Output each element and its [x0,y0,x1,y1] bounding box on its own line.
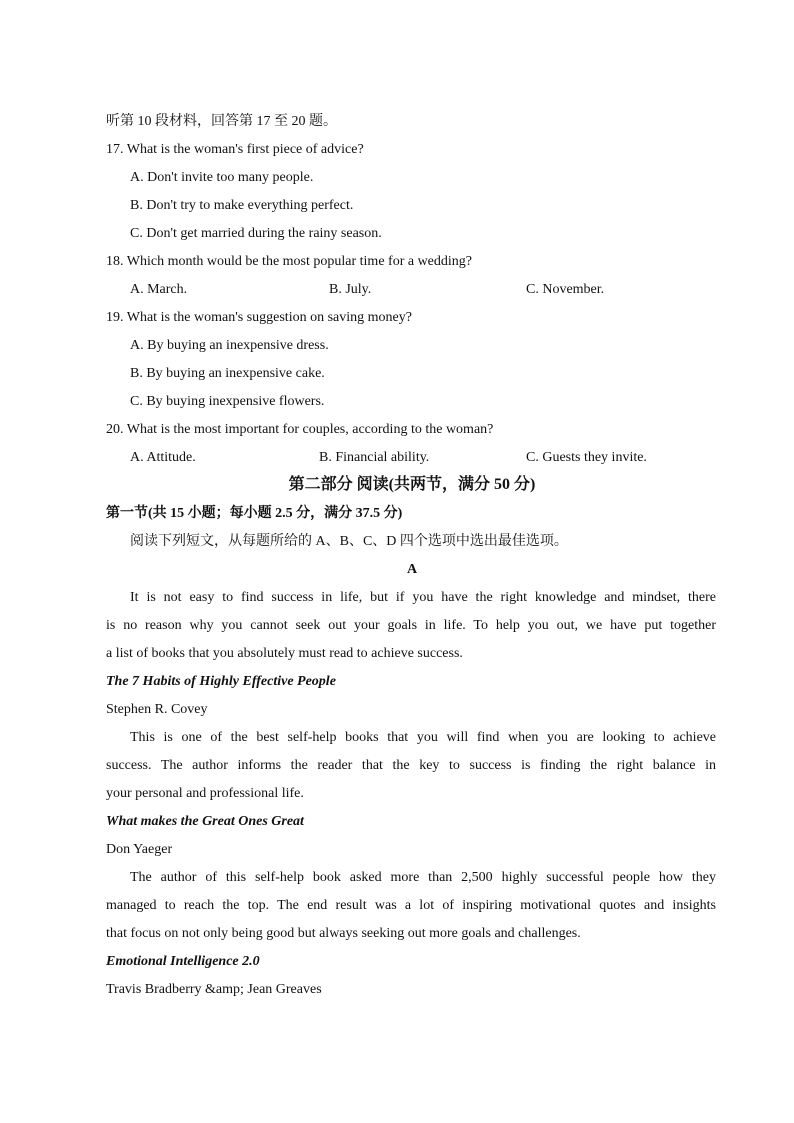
book-description-line: success. The author informs the reader that the key to success is finding the right balance in [106,758,716,773]
question-18-option-c: C. November. [526,282,605,297]
question-17-option-b: B. Don't try to make everything perfect. [130,198,354,213]
passage-label: A [406,562,418,577]
book-author: Don Yaeger [106,842,173,857]
question-19-option-b: B. By buying an inexpensive cake. [130,366,325,381]
question-19-stem: 19. What is the woman's suggestion on saving money? [106,310,412,325]
book-title: Emotional Intelligence 2.0 [106,954,260,969]
book-title: What makes the Great Ones Great [106,814,304,829]
part-title: 第二部分 阅读(共两节，满分 50 分) [288,476,536,493]
passage-intro-line: a list of books that you absolutely must read to achieve success. [106,646,463,661]
book-description-line: your personal and professional life. [106,786,304,801]
question-18-stem: 18. Which month would be the most popular time for a wedding? [106,254,473,269]
question-20-option-b: B. Financial ability. [319,450,430,465]
question-17-option-c: C. Don't get married during the rainy season. [130,226,382,241]
question-19-option-c: C. By buying inexpensive flowers. [130,394,325,409]
reading-instruction: 阅读下列短文，从每题所给的 A、B、C、D 四个选项中选出最佳选项。 [130,534,568,549]
book-description-line: This is one of the best self-help books that you will find when you are looking to achieve [130,730,716,745]
section-title: 第一节(共 15 小题；每小题 2.5 分，满分 37.5 分) [106,506,403,521]
question-19-option-a: A. By buying an inexpensive dress. [130,338,329,353]
book-description-line: managed to reach the top. The end result was a lot of inspiring motivational quotes and insights [106,898,716,913]
listening-intro: 听第 10 段材料，回答第 17 至 20 题。 [106,114,337,129]
book-description-line: The author of this self-help book asked more than 2,500 highly successful people how they [130,870,716,885]
passage-intro-line: is no reason why you cannot seek out your goals in life. To help you out, we have put together [106,618,716,633]
book-author: Stephen R. Covey [106,702,208,717]
book-description-line: that focus on not only being good but always seeking out more goals and challenges. [106,926,581,941]
question-20-option-a: A. Attitude. [130,450,196,465]
question-17-stem: 17. What is the woman's first piece of advice? [106,142,364,157]
question-20-stem: 20. What is the most important for couples, according to the woman? [106,422,494,437]
book-title: The 7 Habits of Highly Effective People [106,674,336,689]
book-author: Travis Bradberry &amp; Jean Greaves [106,982,322,997]
question-20-option-c: C. Guests they invite. [526,450,647,465]
question-18-option-b: B. July. [329,282,372,297]
passage-intro-line: It is not easy to find success in life, but if you have the right knowledge and mindset, there [130,590,716,605]
question-18-option-a: A. March. [130,282,188,297]
question-17-option-a: A. Don't invite too many people. [130,170,314,185]
